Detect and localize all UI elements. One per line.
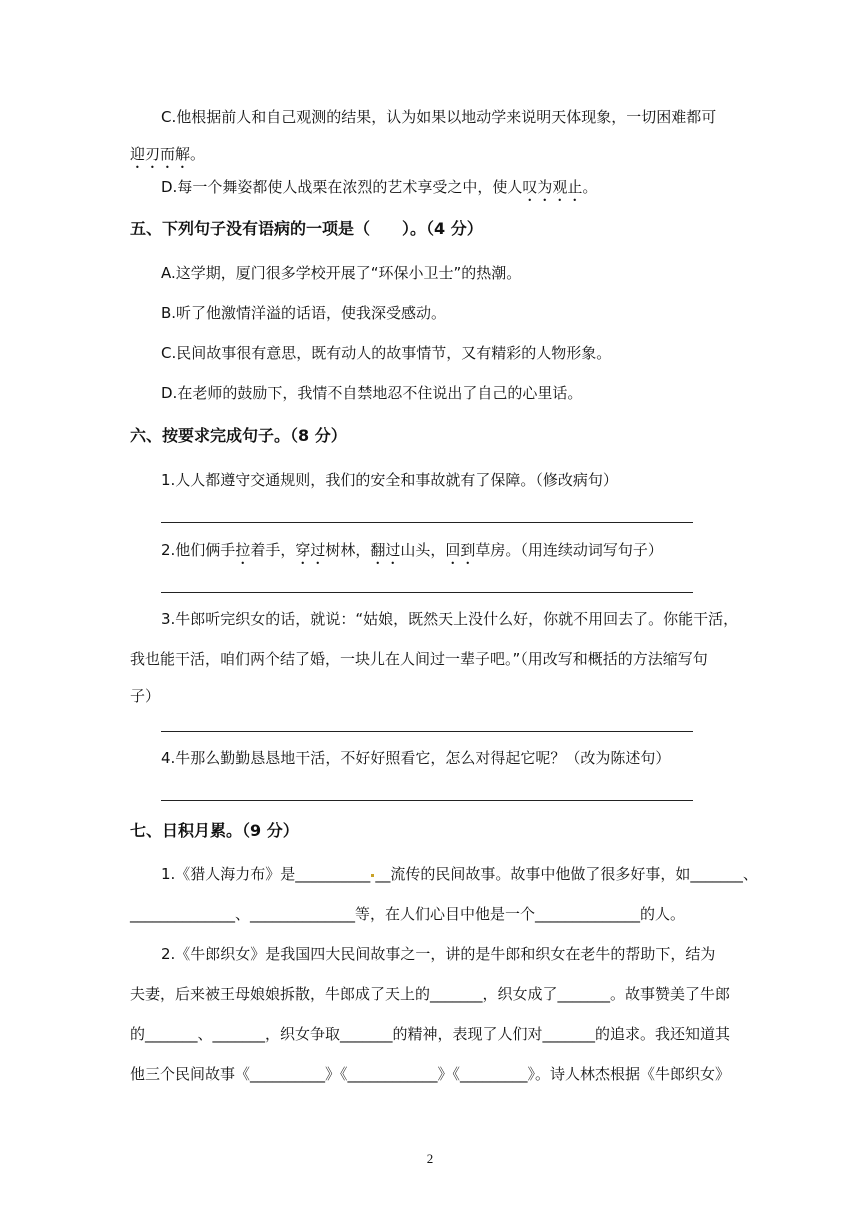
- q6-sentence-1: 1.人人都遵守交通规则，我们的安全和事故就有了保障。（修改病句）: [161, 471, 618, 489]
- q6-sentence-3-line1: 3.牛郎听完织女的话，就说：“姑娘，既然天上没什么好，你就不用回去了。你能干活，: [161, 610, 739, 628]
- answer-line-3[interactable]: [161, 731, 693, 732]
- q7-heading: 七、日积月累。（9 分）: [130, 821, 299, 840]
- q4-option-c-line1: C.他根据前人和自己观测的结果，认为如果以地动学来说明天体现象，一切困难都可: [161, 108, 717, 126]
- q6-sentence-3-line2: 我也能干活，咱们两个结了婚，一块儿在人间过一辈子吧。”（用改写和概括的方法缩写句: [130, 650, 708, 668]
- q5-option-b: B.听了他激情洋溢的话语，使我深受感动。: [161, 304, 447, 322]
- q5-option-c: C.民间故事很有意思，既有动人的故事情节，又有精彩的人物形象。: [161, 344, 612, 362]
- q5-heading: 五、下列句子没有语病的一项是（ ）。（4 分）: [130, 219, 483, 238]
- answer-line-2[interactable]: [161, 592, 693, 593]
- q7-item-2-line4: 他三个民间故事《__________》《____________》《_________》。诗人林杰根据《牛郎织女》: [130, 1065, 731, 1083]
- answer-line-1[interactable]: [161, 522, 693, 523]
- q6-sentence-4: 4.牛那么勤勤恳恳地干活，不好好照看它，怎么对得起它呢？（改为陈述句）: [161, 749, 671, 767]
- emphasis-dotted-text: 叹为观止: [522, 178, 583, 196]
- q7-item-2-line1: 2.《牛郎织女》是我国四大民间故事之一，讲的是牛郎和织女在老牛的帮助下，结为: [161, 945, 716, 963]
- highlight-marker-icon: [371, 874, 374, 877]
- q7-item-1-line2: ______________、______________等，在人们心目中他是一个______________的人。: [130, 905, 686, 923]
- page-number: 2: [426, 1151, 434, 1166]
- q5-option-d: D.在老师的鼓励下，我情不自禁地忍不住说出了自己的心里话。: [161, 384, 583, 402]
- emphasis-dotted-text: 迎刃而解: [130, 145, 191, 163]
- q7-item-1-line1: 1.《猎人海力布》是__________ __流传的民间故事。故事中他做了很多好事，如_______、: [161, 865, 758, 883]
- q6-sentence-3-line3: 子）: [130, 687, 161, 705]
- emphasis-dotted-verb: 拉: [235, 541, 251, 559]
- q5-option-a: A.这学期，厦门很多学校开展了“环保小卫士”的热潮。: [161, 264, 522, 282]
- answer-line-4[interactable]: [161, 800, 693, 801]
- emphasis-dotted-verb: 翻过: [370, 541, 401, 559]
- q4-option-d: D.每一个舞姿都使人战栗在浓烈的艺术享受之中，使人叹为观止。: [161, 178, 598, 196]
- emphasis-dotted-verb: 回到: [445, 541, 476, 559]
- q4-option-c-line2: 迎刃而解。: [130, 145, 206, 163]
- q7-item-2-line3: 的_______、_______，织女争取_______的精神，表现了人们对_______的追求。我还知道其: [130, 1025, 731, 1043]
- q6-heading: 六、按要求完成句子。（8 分）: [130, 426, 347, 445]
- q6-sentence-2: 2.他们俩手拉着手，穿过树林，翻过山头，回到草房。（用连续动词写句子）: [161, 541, 663, 559]
- q7-item-2-line2: 夫妻，后来被王母娘娘拆散，牛郎成了天上的_______，织女成了_______。故事赞美了牛郎: [130, 985, 731, 1003]
- emphasis-dotted-verb: 穿过: [295, 541, 326, 559]
